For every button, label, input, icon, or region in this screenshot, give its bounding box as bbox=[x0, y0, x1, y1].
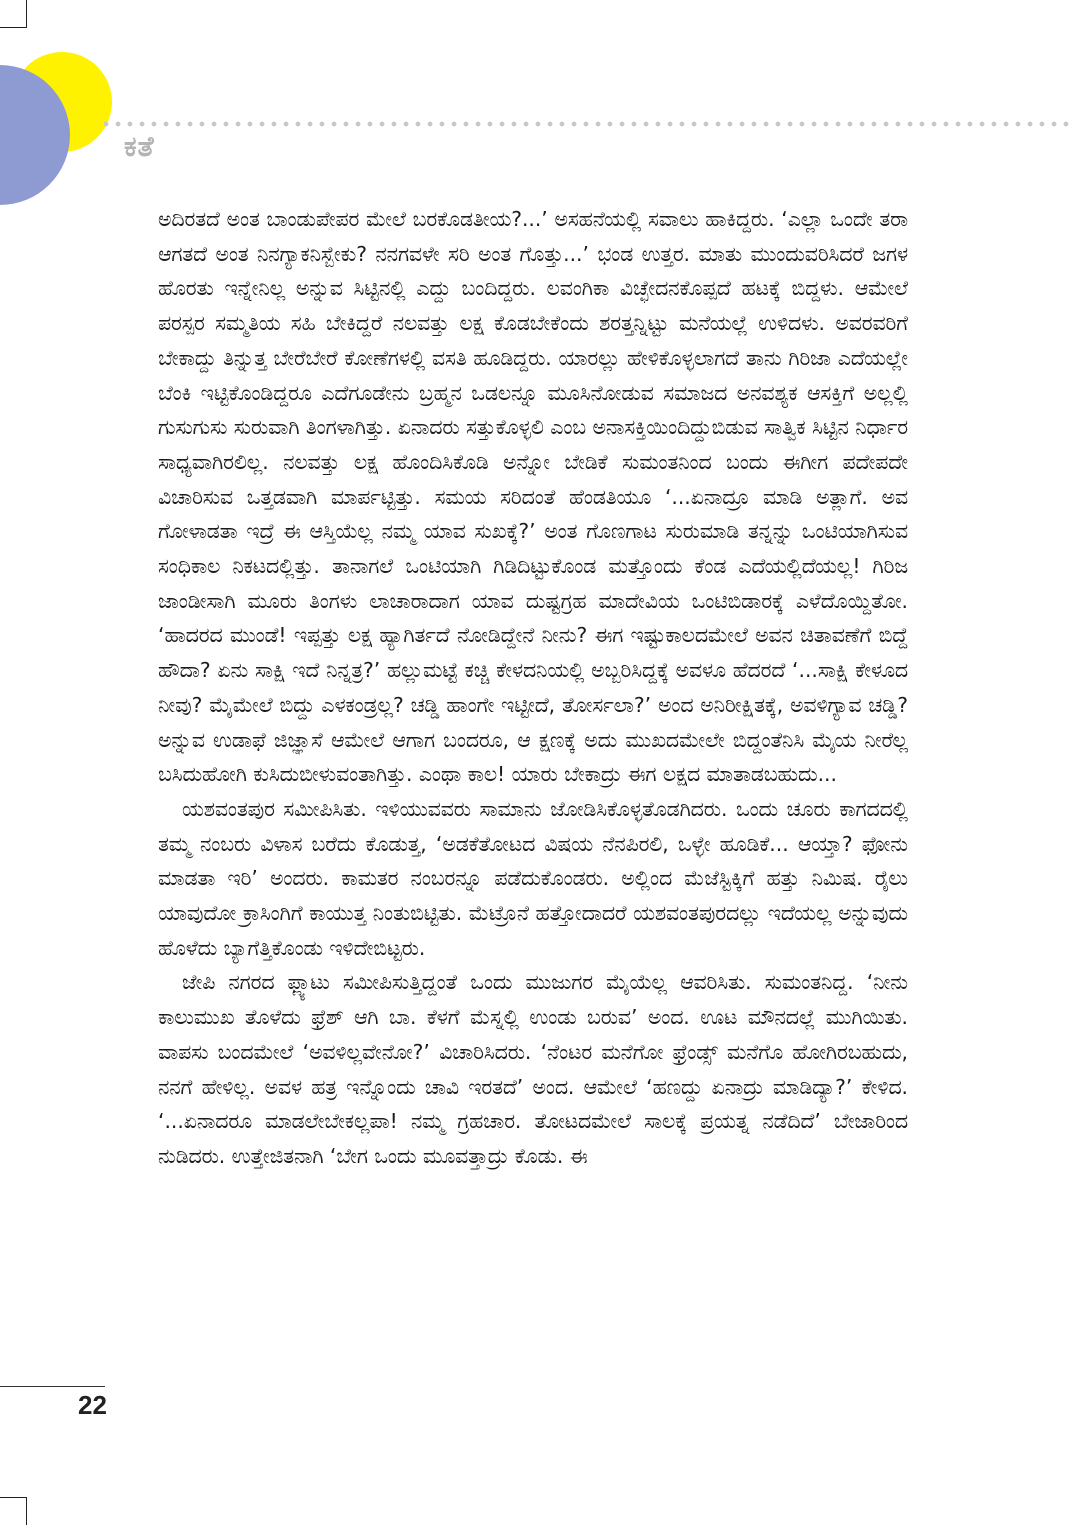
paragraph: ಅದಿರತದೆ ಅಂತ ಬಾಂಡುಪೇಪರ ಮೇಲೆ ಬರಕೊಡತೀಯ?...’ ಅಸಹನೆಯಲ್ಲಿ ಸವಾಲು ಹಾಕಿದ್ದರು. ‘ಎಲ್ಲಾ ಒಂದೇ ತರಾ ಆಗತದೆ ಅಂತ ನಿನಗ್ಯಾಕನಿಸ್ಬೇಕು? ನನಗವಳೇ ಸರಿ ಅಂತ ಗೊತ್ತು...’ ಭಂಡ ಉತ್ತರ. ಮಾತು ಮುಂದುವರಿಸಿದರೆ ಜಗಳ ಹೊರತು ಇನ್ನೇನಿಲ್ಲ ಅನ್ನುವ ಸಿಟ್ಟಿನಲ್ಲಿ ಎದ್ದು ಬಂದಿದ್ದರು. ಲವಂಗಿಕಾ ವಿಚ್ಛೇದನಕೊಪ್ಪದೆ ಹಟಕ್ಕೆ ಬಿದ್ದಳು. ಆಮೇಲೆ ಪರಸ್ಪರ ಸಮ್ಮತಿಯ ಸಹಿ ಬೇಕಿದ್ದರೆ ನಲವತ್ತು ಲಕ್ಷ ಕೊಡಬೇಕೆಂದು ಶರತ್ತನ್ನಿಟ್ಟು ಮನೆಯಲ್ಲೆ ಉಳಿದಳು. ಅವರವರಿಗೆ ಬೇಕಾದ್ದು ತಿನ್ನುತ್ತ ಬೇರೆಬೇರೆ ಕೋಣೆಗಳಲ್ಲಿ ವಸತಿ ಹೂಡಿದ್ದರು. ಯಾರಲ್ಲು ಹೇಳಿಕೊಳ್ಳಲಾಗದೆ ತಾನು ಗಿರಿಜಾ ಎದೆಯಲ್ಲೇ ಬೆಂಕಿ ಇಟ್ಟಿಕೊಂಡಿದ್ದರೂ ಎದೆಗೂಡೇನು ಬ್ರಹ್ಮನ ಒಡಲನ್ನೂ ಮೂಸಿನೋಡುವ ಸಮಾಜದ ಅನವಶ್ಯಕ ಆಸಕ್ತಿಗೆ ಅಲ್ಲಲ್ಲಿ ಗುಸುಗುಸು ಸುರುವಾಗಿ ತಿಂಗಳಾಗಿತ್ತು. ಏನಾದರು ಸತ್ತುಕೊಳ್ಳಲಿ ಎಂಬ ಅನಾಸಕ್ತಿಯಿಂದಿದ್ದುಬಿಡುವ ಸಾತ್ವಿಕ ಸಿಟ್ಟಿನ ನಿರ್ಧಾರ ಸಾಧ್ಯವಾಗಿರಲಿಲ್ಲ. ನಲವತ್ತು ಲಕ್ಷ ಹೊಂದಿಸಿಕೊಡಿ ಅನ್ನೋ ಬೇಡಿಕೆ ಸುಮಂತನಿಂದ ಬಂದು ಈಗೀಗ ಪದೇಪದೇ ವಿಚಾರಿಸುವ ಒತ್ತಡವಾಗಿ ಮಾರ್ಪಟ್ಟಿತ್ತು. ಸಮಯ ಸರಿದಂತೆ ಹೆಂಡತಿಯೂ ‘...ಏನಾದ್ರೂ ಮಾಡಿ ಅತ್ಲಾಗೆ. ಅವ ಗೋಳಾಡತಾ ಇದ್ರೆ ಈ ಆಸ್ತಿಯೆಲ್ಲ ನಮ್ಮ ಯಾವ ಸುಖಕ್ಕೆ?’ ಅಂತ ಗೊಣಗಾಟ ಸುರುಮಾಡಿ ತನ್ನನ್ನು ಒಂಟಿಯಾಗಿಸುವ ಸಂಧಿಕಾಲ ನಿಕಟದಲ್ಲಿತ್ತು. ತಾನಾಗಲೆ ಒಂಟಿಯಾಗಿ ಗಿಡಿದಿಟ್ಟುಕೊಂಡ ಮತ್ತೊಂದು ಕೆಂಡ ಎದೆಯಲ್ಲಿದೆಯಲ್ಲ! ಗಿರಿಜ ಜಾಂಡೀಸಾಗಿ ಮೂರು ತಿಂಗಳು ಲಾಚಾರಾದಾಗ ಯಾವ ದುಷ್ಟಗ್ರಹ ಮಾದೇವಿಯ ಒಂಟಿಬಿಡಾರಕ್ಕೆ ಎಳೆದೊಯ್ದಿತೋ. ‘ಹಾದರದ ಮುಂಡೆ! ಇಪ್ಪತ್ತು ಲಕ್ಷ ಹ್ಯಾಗಿರ್ತದೆ ನೋಡಿದ್ದೇನೆ ನೀನು? ಈಗ ಇಷ್ಟುಕಾಲದಮೇಲೆ ಅವನ ಚಿತಾವಣೆಗೆ ಬಿದ್ದೆ ಹೌದಾ? ಏನು ಸಾಕ್ಷಿ ಇದೆ ನಿನ್ನತ್ರ?’ ಹಲ್ಲುಮಟ್ಟೆ ಕಚ್ಚಿ ಕೇಳದನಿಯಲ್ಲಿ ಅಬ್ಬರಿಸಿದ್ದಕ್ಕೆ ಅವಳೂ ಹೆದರದೆ ‘...ಸಾಕ್ಷಿ ಕೇಳೂದ ನೀವು? ಮೈಮೇಲೆ ಬಿದ್ದು ಎಳಕಂಡ್ರಲ್ಲ? ಚಡ್ಡಿ ಹಾಂಗೇ ಇಟ್ಟೀದೆ, ತೋರ್ಸಲಾ?’ ಅಂದ ಅನಿರೀಕ್ಷಿತಕ್ಕೆ, ಅವಳಿಗ್ಯಾವ ಚಡ್ಡಿ? ಅನ್ನುವ ಉಡಾಫೆ ಜಿಜ್ಞಾಸೆ ಆಮೇಲೆ ಆಗಾಗ ಬಂದರೂ, ಆ ಕ್ಷಣಕ್ಕೆ ಅದು ಮುಖದಮೇಲೇ ಬಿದ್ದಂತೆನಿಸಿ ಮೈಯ ನೀರೆಲ್ಲ ಬಸಿದುಹೋಗಿ ಕುಸಿದುಬೀಳುವಂತಾಗಿತ್ತು. ಎಂಥಾ ಕಾಲ! ಯಾರು ಬೇಕಾದ್ರು ಈಗ ಲಕ್ಷದ ಮಾತಾಡಬಹುದು... bbox=[158, 207, 908, 787]
page-number: 22 bbox=[78, 1390, 107, 1420]
section-label: ಕತೆ bbox=[124, 130, 155, 163]
paragraph: ಯಶವಂತಪುರ ಸಮೀಪಿಸಿತು. ಇಳಿಯುವವರು ಸಾಮಾನು ಜೋಡಿಸಿಕೊಳ್ಳತೊಡಗಿದರು. ಒಂದು ಚೂರು ಕಾಗದದಲ್ಲಿ ತಮ್ಮ ನಂಬರು ವಿಳಾಸ ಬರೆದು ಕೊಡುತ್ತ, ‘ಅಡಕೆತೋಟದ ವಿಷಯ ನೆನಪಿರಲಿ, ಒಳ್ಳೇ ಹೂಡಿಕೆ... ಆಯ್ತಾ? ಫೋನು ಮಾಡತಾ ಇರಿ’ ಅಂದರು. ಕಾಮತರ ನಂಬರನ್ನೂ ಪಡೆದುಕೊಂಡರು. ಅಲ್ಲಿಂದ ಮೆಜೆಸ್ಟಿಕ್ಕಿಗೆ ಹತ್ತು ನಿಮಿಷ. ರೈಲು ಯಾವುದೋ ಕ್ರಾಸಿಂಗಿಗೆ ಕಾಯುತ್ತ ನಿಂತುಬಿಟ್ಟಿತು. ಮೆಟ್ರೊನೆ ಹತ್ತೋದಾದರೆ ಯಶವಂತಪುರದಲ್ಲು ಇದೆಯಲ್ಲ ಅನ್ನುವುದು ಹೊಳೆದು ಬ್ಯಾಗೆತ್ತಿಕೊಂಡು ಇಳಿದೇಬಿಟ್ಟರು. bbox=[158, 796, 908, 960]
page-number-rule bbox=[0, 1386, 105, 1387]
decorative-circles bbox=[0, 50, 120, 210]
crop-mark-bottom-left-vertical bbox=[26, 1497, 27, 1525]
crop-mark-bottom-left-horizontal bbox=[0, 1497, 27, 1498]
crop-mark-top-left-horizontal bbox=[0, 27, 27, 28]
crop-mark-top-left-vertical bbox=[26, 0, 27, 28]
paragraph: ಜೇಪಿ ನಗರದ ಫ್ಲ್ಯಾಟು ಸಮೀಪಿಸುತ್ತಿದ್ದಂತೆ ಒಂದು ಮುಜುಗರ ಮೈಯೆಲ್ಲ ಆವರಿಸಿತು. ಸುಮಂತನಿದ್ದ. ‘ನೀನು ಕಾಲುಮುಖ ತೊಳೆದು ಫ್ರೆಶ್ ಆಗಿ ಬಾ. ಕೆಳಗೆ ಮೆಸ್ನಲ್ಲಿ ಉಂಡು ಬರುವ’ ಅಂದ. ಊಟ ಮೌನದಲ್ಲೆ ಮುಗಿಯಿತು. ವಾಪಸು ಬಂದಮೇಲೆ ‘ಅವಳಿಲ್ಲವೇನೋ?’ ವಿಚಾರಿಸಿದರು. ‘ನೆಂಟರ ಮನೆಗೋ ಫ್ರೆಂಡ್ಸ್ ಮನೆಗೊ ಹೋಗಿರಬಹುದು, ನನಗೆ ಹೇಳಿಲ್ಲ. ಅವಳ ಹತ್ರ ಇನ್ನೊಂದು ಚಾವಿ ಇರತದೆ’ ಅಂದ. ಆಮೇಲೆ ‘ಹಣದ್ದು ಏನಾದ್ರು ಮಾಡಿದ್ಯಾ?’ ಕೇಳಿದ. ‘...ಏನಾದರೂ ಮಾಡಲೇಬೇಕಲ್ಲಪಾ! ನಮ್ಮ ಗ್ರಹಚಾರ. ತೋಟದಮೇಲೆ ಸಾಲಕ್ಕೆ ಪ್ರಯತ್ನ ನಡೆದಿದೆ’ ಬೇಜಾರಿಂದ ನುಡಿದರು. ಉತ್ತೇಜಿತನಾಗಿ ‘ಬೇಗ ಒಂದು ಮೂವತ್ತಾದ್ರು ಕೊಡು. ಈ bbox=[158, 970, 908, 1168]
story-body bbox=[158, 202, 908, 1174]
dotted-separator bbox=[100, 120, 1072, 128]
